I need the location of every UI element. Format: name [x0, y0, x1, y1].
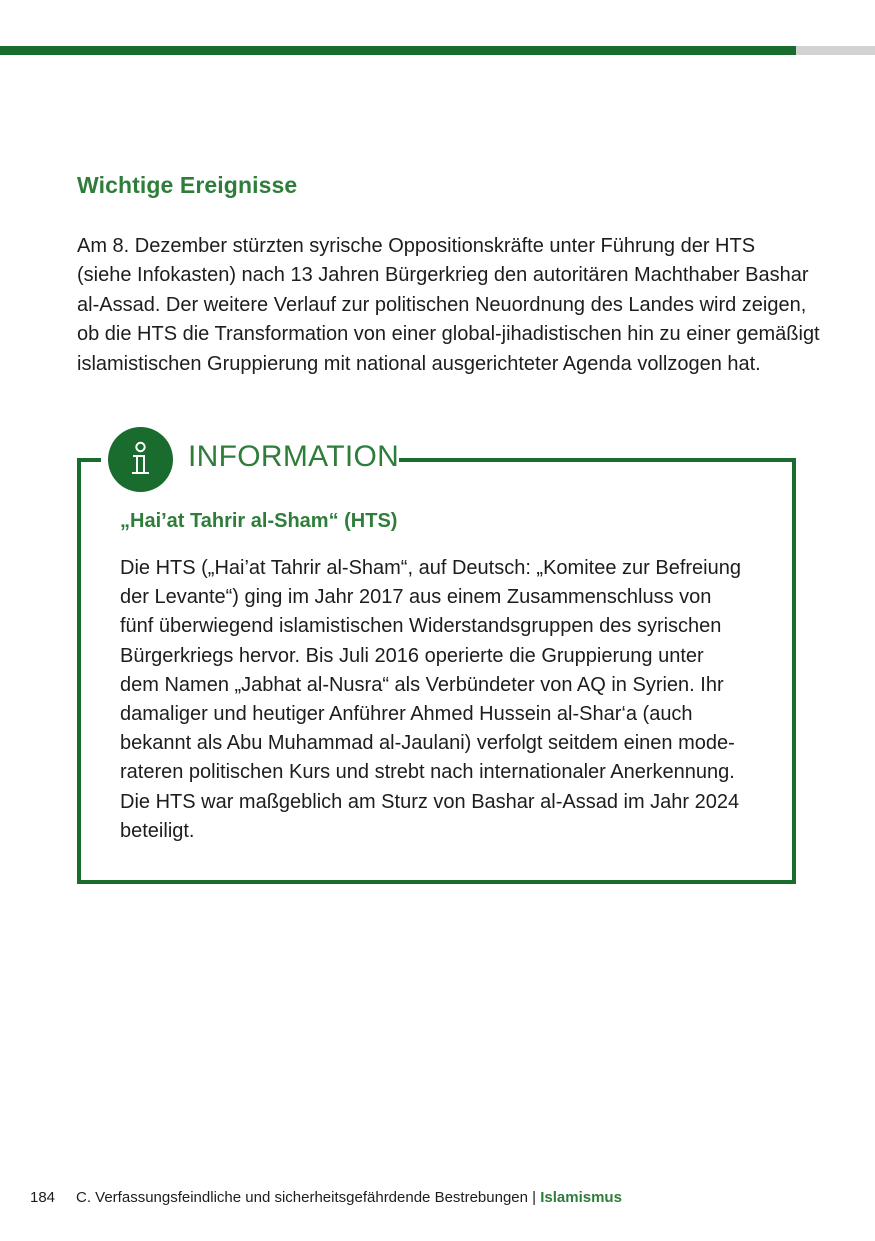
info-box-title: INFORMATION	[188, 440, 400, 473]
info-line: dem Namen „Jabhat al-Nusra“ als Verbündeter von AQ in Syrien. Ihr	[120, 673, 724, 696]
info-icon	[108, 427, 173, 492]
info-line: Die HTS („Hai’at Tahrir al-Sham“, auf Deutsch: „Komitee zur Befreiung	[120, 557, 741, 579]
footer-chapter: C. Verfassungsfeindliche und sicherheitsgefährdende Bestrebungen	[76, 1189, 528, 1206]
info-line: bekannt als Abu Muhammad al-Jaulani) verfolgt seitdem einen mode-	[120, 732, 735, 755]
info-box-body	[120, 554, 760, 846]
footer-section: Islamismus	[540, 1189, 622, 1206]
body-line: al-Assad. Der weitere Verlauf zur politischen Neuordnung des Landes wird zeigen,	[77, 293, 807, 316]
section-heading: Wichtige Ereignisse	[77, 172, 298, 198]
info-line: damaliger und heutiger Anführer Ahmed Hussein al-Shar‘a (auch	[120, 703, 693, 726]
info-line: Bürgerkriegs hervor. Bis Juli 2016 operierte die Gruppierung unter	[120, 644, 704, 667]
info-line: beteiligt.	[120, 819, 195, 842]
info-line: rateren politischen Kurs und strebt nach internationaler Anerkennung.	[120, 761, 735, 784]
section-body	[77, 232, 820, 379]
body-line: (siehe Infokasten) nach 13 Jahren Bürgerkrieg den autoritären Machthaber Bashar	[77, 264, 809, 287]
page-footer	[30, 1189, 622, 1206]
info-line: fünf überwiegend islamistischen Widerstandsgruppen des syrischen	[120, 615, 722, 638]
header-accent-bar-grey	[796, 46, 875, 55]
info-line: Die HTS war maßgeblich am Sturz von Bashar al-Assad im Jahr 2024	[120, 790, 740, 813]
body-line: Am 8. Dezember stürzten syrische Oppositionskräfte unter Führung der HTS	[77, 235, 756, 257]
body-line: islamistischen Gruppierung mit national ausgerichteter Agenda vollzogen hat.	[77, 352, 761, 375]
info-box-subtitle: „Hai’at Tahrir al-Sham“ (HTS)	[120, 510, 398, 532]
footer-separator: |	[527, 1189, 541, 1206]
body-line: ob die HTS die Transformation von einer global-jihadistischen hin zu einer gemäßigt	[77, 323, 820, 346]
info-icon-glyph	[108, 427, 173, 492]
page-number: 184	[30, 1189, 56, 1206]
header-accent-bar	[0, 46, 796, 55]
info-line: der Levante“) ging im Jahr 2017 aus einem Zusammenschluss von	[120, 586, 712, 609]
